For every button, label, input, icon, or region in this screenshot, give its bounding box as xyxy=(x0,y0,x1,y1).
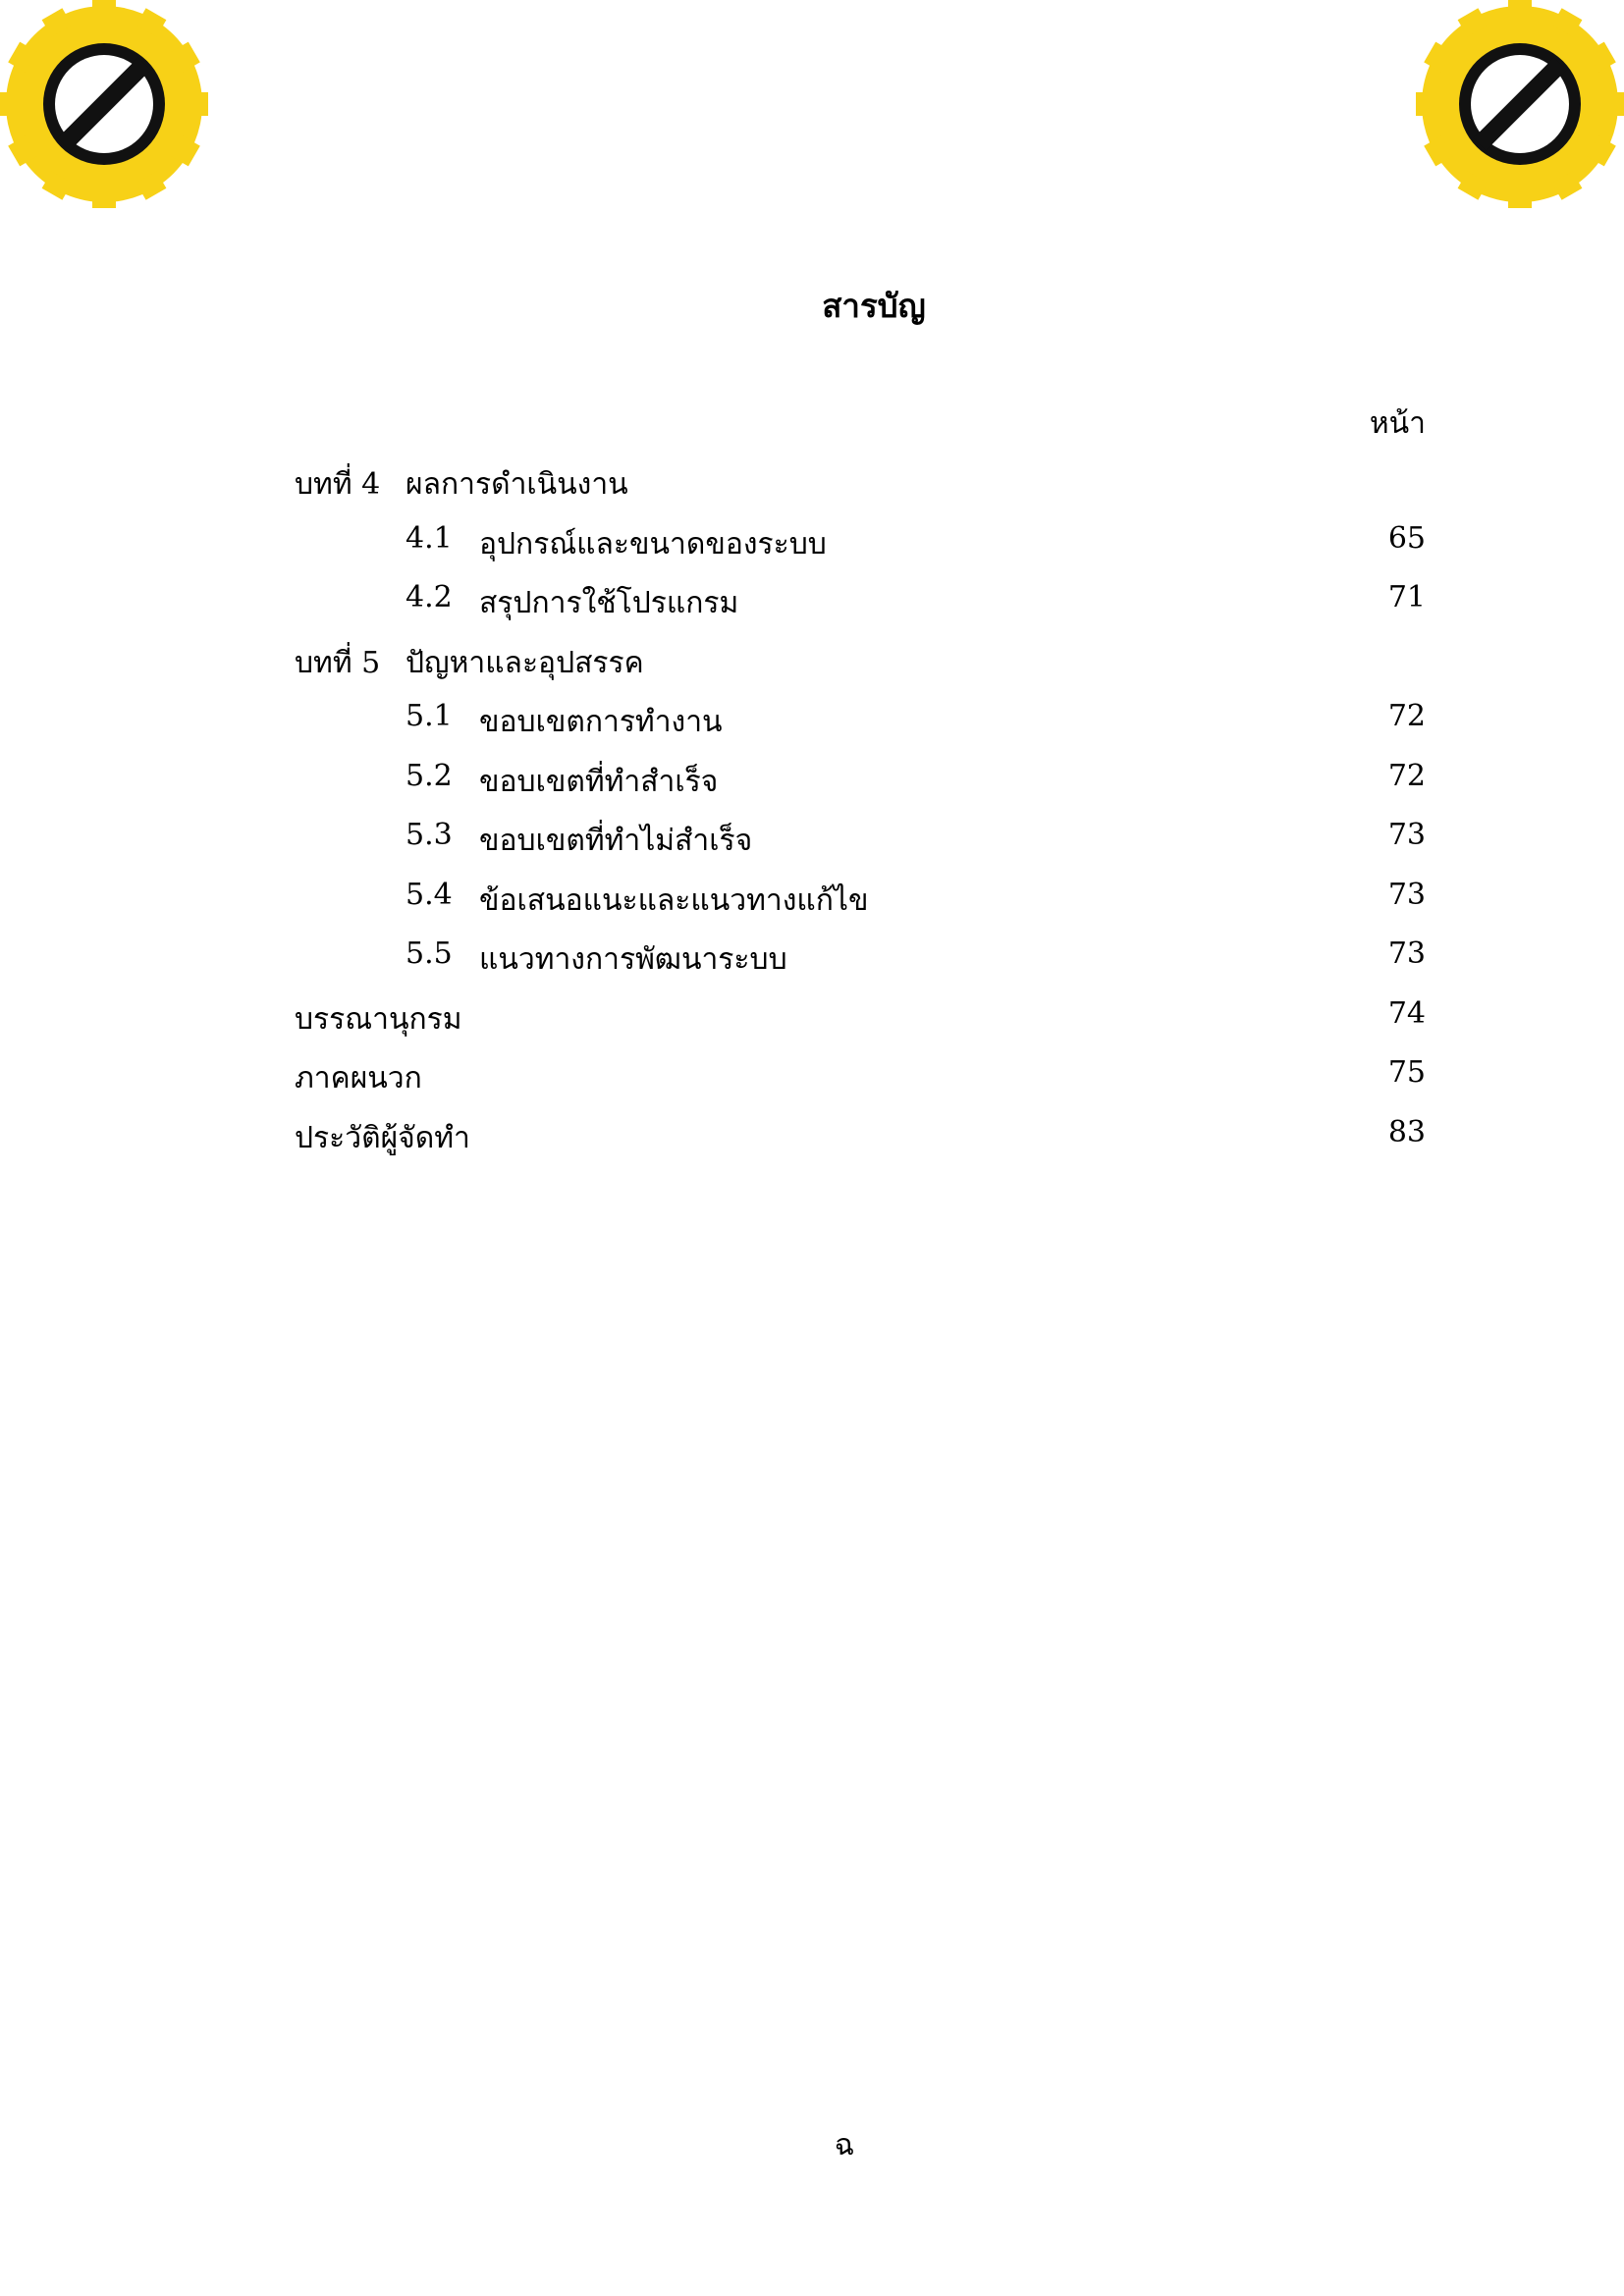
chapter-title: ผลการดำเนินงาน xyxy=(406,467,628,502)
section-title: ขอบเขตการทำงาน xyxy=(479,705,723,739)
toc-entry[interactable] xyxy=(0,749,1624,808)
page-number: 73 xyxy=(1387,936,1426,971)
section-title: ขอบเขตที่ทำไม่สำเร็จ xyxy=(479,824,753,858)
section-title: ข้อเสนอแนะและแนวทางแก้ไข xyxy=(479,882,869,918)
pdf-xchange-badge-left[interactable] xyxy=(0,0,208,208)
toc-entry[interactable] xyxy=(0,808,1624,867)
toc-entry[interactable] xyxy=(0,987,1624,1045)
toc-entry[interactable] xyxy=(0,511,1624,570)
section-number: 5.5 xyxy=(406,936,453,971)
toc-entry[interactable] xyxy=(0,689,1624,748)
section-number: 5.4 xyxy=(406,877,453,912)
section-number: 5.3 xyxy=(406,818,453,852)
entry-title: บรรณานุกรม xyxy=(295,1001,462,1037)
section-number: 5.2 xyxy=(406,758,453,793)
section-number: 4.1 xyxy=(406,520,453,556)
page-number: 73 xyxy=(1387,877,1426,912)
toc-entry[interactable] xyxy=(0,570,1624,629)
toc-entry[interactable] xyxy=(0,927,1624,986)
chapter-title: ปัญหาและอุปสรรค xyxy=(406,645,644,680)
page-number: 73 xyxy=(1387,818,1426,852)
page-number: 65 xyxy=(1387,520,1426,556)
page-column-header: หน้า xyxy=(1369,406,1426,441)
pdf-xchange-badge-icon xyxy=(1416,0,1624,208)
page-number: 74 xyxy=(1387,995,1426,1031)
section-number: 4.2 xyxy=(406,580,453,614)
toc-entry[interactable] xyxy=(0,1045,1624,1104)
chapter-label: บทที่ 4 xyxy=(295,467,381,502)
section-title: อุปกรณ์และขนาดของระบบ xyxy=(479,526,827,561)
toc-entry[interactable] xyxy=(0,452,1624,510)
footer-page-number: ฉ xyxy=(834,2128,855,2163)
page-title: สารบัญ xyxy=(822,287,926,325)
entry-title: ประวัติผู้จัดทำ xyxy=(295,1120,470,1155)
page-number: 71 xyxy=(1387,580,1426,614)
section-title: สรุปการใช้โปรแกรม xyxy=(479,586,739,620)
page-number: 75 xyxy=(1387,1055,1426,1090)
page-number: 83 xyxy=(1387,1114,1426,1149)
section-number: 5.1 xyxy=(406,699,453,733)
page-number: 72 xyxy=(1387,758,1426,793)
chapter-label: บทที่ 5 xyxy=(295,645,381,680)
toc-entry[interactable] xyxy=(0,868,1624,927)
section-title: ขอบเขตที่ทำสำเร็จ xyxy=(479,764,719,799)
pdf-xchange-badge-right[interactable] xyxy=(1416,0,1624,208)
toc-entry[interactable] xyxy=(0,630,1624,689)
section-title: แนวทางการพัฒนาระบบ xyxy=(479,942,787,977)
pdf-xchange-badge-icon xyxy=(0,0,208,208)
entry-title: ภาคผนวก xyxy=(295,1061,422,1095)
page-number: 72 xyxy=(1387,699,1426,733)
toc-entry[interactable] xyxy=(0,1105,1624,1164)
